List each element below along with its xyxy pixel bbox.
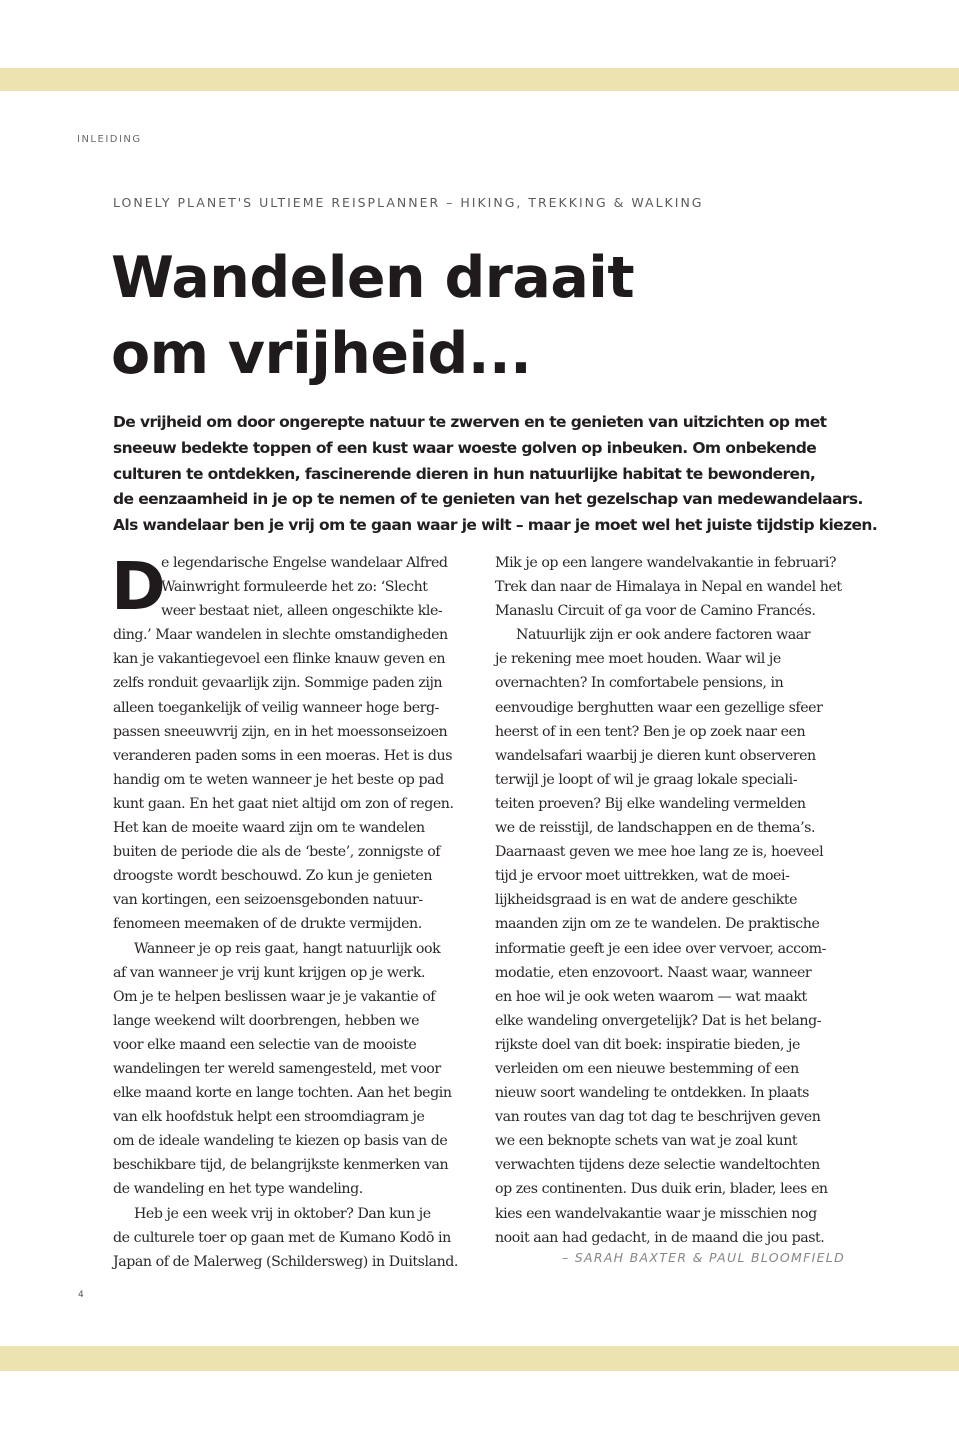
body-line: modatie, eten enzovoort. Naast waar, wanneer	[495, 964, 812, 981]
body-line: handig om te weten wanneer je het beste op pad	[113, 771, 444, 788]
top-accent-band	[0, 68, 959, 91]
section-label: INLEIDING	[77, 134, 142, 145]
body-line: overnachten? In comfortabele pensions, in	[495, 675, 784, 692]
body-line: Om je te helpen beslissen waar je je vakantie of	[113, 988, 436, 1005]
body-line: veranderen paden soms in een moeras. Het is dus	[113, 747, 453, 764]
body-line: teiten proeven? Bij elke wandeling vermelden	[495, 795, 806, 812]
title-line: om vrijheid...	[111, 321, 532, 387]
page-title	[111, 240, 634, 392]
body-column-left	[111, 548, 465, 1274]
body-line: nooit aan had gedacht, in de maand die jou past.	[495, 1229, 825, 1246]
body-line: voor elke maand een selectie van de mooiste	[113, 1036, 417, 1053]
author-signature: – SARAH BAXTER & PAUL BLOOMFIELD	[561, 1250, 845, 1265]
body-line: lijkheidsgraad is en wat de andere geschikte	[495, 892, 798, 909]
body-line: we de reisstijl, de landschappen en de thema’s.	[495, 820, 816, 837]
series-kicker: LONELY PLANET'S ULTIEME REISPLANNER – HIKING, TREKKING & WALKING	[113, 195, 704, 210]
body-line: verleiden om een nieuwe bestemming of een	[495, 1060, 799, 1077]
body-line: beschikbare tijd, de belangrijkste kenmerken van	[113, 1157, 449, 1174]
body-column-right	[495, 551, 847, 1250]
body-line: e legendarische Engelse wandelaar Alfred	[161, 555, 448, 571]
body-line: alleen toegankelijk of veilig wanneer hoge berg-	[113, 699, 439, 716]
body-line: van kortingen, een seizoensgebonden natuur-	[113, 892, 423, 909]
body-line: elke wandeling onvergetelijk? Dat is het belang-	[495, 1012, 822, 1029]
body-line: Wainwright formuleerde het zo: ‘Slecht	[161, 579, 428, 596]
body-line: Daarnaast geven we mee hoe lang ze is, hoeveel	[495, 844, 824, 861]
body-line: de wandeling en het type wandeling.	[113, 1181, 363, 1198]
body-line: maanden zijn om ze te wandelen. De praktische	[495, 916, 820, 933]
body-line: je rekening mee moet houden. Waar wil je	[495, 651, 781, 668]
intro-line: de eenzaamheid in je op te nemen of te genieten van het gezelschap van medewandelaars.	[113, 490, 863, 509]
body-line: zelfs ronduit gevaarlijk zijn. Sommige paden zijn	[113, 675, 443, 692]
body-line: tijd je ervoor moet uittrekken, wat de moei-	[495, 868, 790, 885]
body-line: passen sneeuwvrij zijn, en in het moessonseizoen	[113, 723, 448, 740]
body-line: wandelsafari waarbij je dieren kunt observeren	[495, 747, 816, 764]
intro-line: sneeuw bedekte toppen of een kust waar woeste golven op inbeuken. Om onbekende	[113, 438, 817, 457]
body-line: van routes van dag tot dag te beschrijven geven	[495, 1109, 821, 1126]
body-line: van elk hoofdstuk helpt een stroomdiagram je	[113, 1109, 425, 1126]
body-line: rijkste doel van dit boek: inspiratie bieden, je	[495, 1036, 800, 1053]
body-line: informatie geeft je een idee over vervoer, accom-	[495, 940, 827, 957]
body-line: Japan of de Malerweg (Schildersweg) in Duitsland.	[113, 1253, 458, 1270]
body-line: we een beknopte schets van wat je zoal kunt	[495, 1133, 798, 1150]
intro-paragraph	[113, 410, 878, 539]
body-line: en hoe wil je ook weten waarom — wat maakt	[495, 988, 807, 1005]
body-line: om de ideale wandeling te kiezen op basis van de	[113, 1133, 448, 1150]
body-line: Heb je een week vrij in oktober? Dan kun je	[134, 1205, 431, 1222]
body-line: Mik je op een langere wandelvakantie in februari?	[495, 555, 837, 571]
body-line: ding.’ Maar wandelen in slechte omstandigheden	[113, 627, 448, 644]
intro-line: De vrijheid om door ongerepte natuur te zwerven en te genieten van uitzichten op met	[113, 413, 827, 431]
body-line: heerst of in een tent? Ben je op zoek naar een	[495, 723, 806, 740]
body-line: op zes continenten. Dus duik erin, blader, lees en	[495, 1181, 828, 1198]
body-line: nieuw soort wandeling te ontdekken. In plaats	[495, 1085, 809, 1102]
drop-cap: D	[111, 548, 166, 625]
body-line: terwijl je loopt of wil je graag lokale speciali-	[495, 771, 798, 788]
body-line: eenvoudige berghutten waar een gezellige sfeer	[495, 699, 823, 716]
body-line: droogste wordt beschouwd. Zo kun je genieten	[113, 868, 433, 885]
body-line: kies een wandelvakantie waar je misschien nog	[495, 1205, 817, 1222]
body-line: Manaslu Circuit of ga voor de Camino Francés.	[495, 603, 816, 620]
body-line: weer bestaat niet, alleen ongeschikte kle-	[161, 603, 443, 620]
body-line: Natuurlijk zijn er ook andere factoren waar	[516, 627, 811, 644]
body-line: Wanneer je op reis gaat, hangt natuurlijk ook	[134, 940, 441, 957]
title-line: Wandelen draait	[111, 245, 635, 311]
body-line: Het kan de moeite waard zijn om te wandelen	[113, 820, 425, 837]
body-line: af van wanneer je vrij kunt krijgen op je werk.	[113, 964, 426, 981]
intro-line: culturen te ontdekken, fascinerende dieren in hun natuurlijke habitat te bewonderen,	[113, 464, 816, 483]
body-line: lange weekend wilt doorbrengen, hebben we	[113, 1012, 420, 1029]
body-line: buiten de periode die als de ‘beste’, zonnigste of	[113, 844, 441, 861]
body-line: Trek dan naar de Himalaya in Nepal en wandel het	[495, 579, 842, 596]
intro-line: Als wandelaar ben je vrij om te gaan waar je wilt – maar je moet wel het juiste tijdstip kiezen.	[113, 516, 878, 535]
page-number: 4	[78, 1290, 84, 1300]
body-line: elke maand korte en lange tochten. Aan het begin	[113, 1085, 452, 1102]
body-line: fenomeen meemaken of de drukte vermijden.	[113, 916, 422, 933]
body-line: verwachten tijdens deze selectie wandeltochten	[495, 1157, 820, 1174]
bottom-accent-band	[0, 1346, 959, 1371]
body-line: de culturele toer op gaan met de Kumano Kodō in	[113, 1229, 451, 1246]
body-line: kunt gaan. En het gaat niet altijd om zon of regen.	[113, 795, 454, 812]
body-line: kan je vakantiegevoel een flinke knauw geven en	[113, 651, 446, 668]
body-line: wandelingen ter wereld samengesteld, met voor	[113, 1060, 441, 1077]
